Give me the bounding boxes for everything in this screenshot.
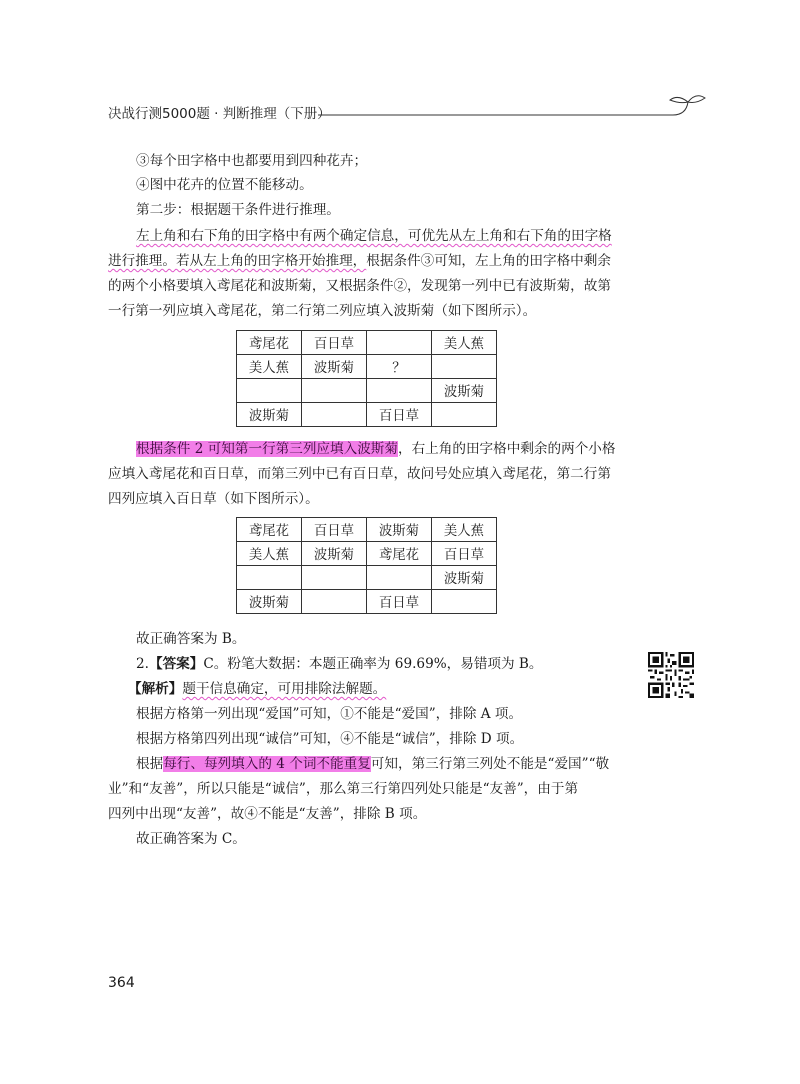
answer-b-line: 故正确答案为 B。 [136,631,246,647]
page-number: 364 [108,975,135,991]
table-row [237,403,497,427]
table-cell [432,355,497,379]
paragraph-condition-2-line-1: 根据条件 2 可知第一行第三列应填入波斯菊，右上角的田字格中剩余的两个小格 [136,441,616,457]
table-cell: 波斯菊 [367,518,432,542]
paragraph-rule-line-3: 四列中出现“友善”，故④不能是“友善”，排除 B 项。 [108,806,427,822]
analysis-line [128,680,386,698]
table-cell: 美人蕉 [432,331,497,355]
table-cell [432,590,497,614]
table-cell: 百日草 [367,403,432,427]
table-row [237,379,497,403]
table-cell [367,566,432,590]
table-cell: 波斯菊 [302,542,367,566]
table-cell: 鸢尾花 [237,518,302,542]
table-cell [237,379,302,403]
table-cell: 百日草 [302,331,367,355]
table-cell: 波斯菊 [237,403,302,427]
analysis-tag: 【解析】 [128,681,183,697]
table-cell [302,379,367,403]
underlined-text: 题干信息确定，可用排除法解题。 [182,681,387,697]
underlined-text: 进行推理。若从左上角的田字格开始推理， [108,253,367,269]
table-row [237,542,497,566]
table-row [237,331,497,355]
paragraph-column-1: 根据方格第一列出现“爱国”可知，①不能是“爱国”，排除 A 项。 [136,706,523,722]
table-cell [432,403,497,427]
answer-c-line: 故正确答案为 C。 [136,831,246,847]
table-cell: 波斯菊 [432,379,497,403]
table-cell: ？ [367,355,432,379]
grid-table-1 [236,330,497,427]
table-row [237,566,497,590]
grid-table-2 [236,517,497,614]
book-title: 决战行测5000题 · 判断推理（下册） [108,106,331,122]
paragraph-condition-2-line-3: 四列应填入百日草（如下图所示）。 [108,491,319,507]
table-cell: 百日草 [302,518,367,542]
table-cell: 波斯菊 [432,566,497,590]
paragraph-step-2: 第二步：根据题干条件进行推理。 [136,202,340,218]
table-cell: 百日草 [367,590,432,614]
paragraph-reasoning-line-1 [136,227,612,245]
table-row [237,355,497,379]
paragraph-condition-2-line-2: 应填入鸢尾花和百日草，而第三列中已有百日草，故问号处应填入鸢尾花，第二行第 [108,466,611,482]
table-cell [237,566,302,590]
paragraph-condition-4: ④图中花卉的位置不能移动。 [136,177,313,193]
table-cell [302,590,367,614]
table-cell: 美人蕉 [237,355,302,379]
paragraph-reasoning-line-4: 一行第一列应填入鸢尾花，第二行第二列应填入波斯菊（如下图所示）。 [108,303,537,319]
highlighted-text: 每行、每列填入的 4 个词不能重复 [163,756,371,772]
table-cell: 美人蕉 [432,518,497,542]
paragraph-reasoning-line-2: 进行推理。若从左上角的田字格开始推理，根据条件③可知，左上角的田字格中剩余 [108,253,611,269]
underlined-text: 左上角和右下角的田字格中有两个确定信息，可优先从左上角和右下角的田字格 [136,228,612,244]
table-row [237,590,497,614]
highlighted-text: 根据条件 2 可知第一行第三列应填入波斯菊 [136,441,398,457]
table-cell: 鸢尾花 [237,331,302,355]
sprout-leaf-icon [108,104,708,134]
paragraph-condition-3: ③每个田字格中也都要用到四种花卉； [136,153,368,169]
table-cell: 美人蕉 [237,542,302,566]
running-header [108,104,708,134]
table-cell: 波斯菊 [237,590,302,614]
table-cell: 百日草 [432,542,497,566]
question-2-answer-line: 2.【答案】C。粉笔大数据：本题正确率为 69.69%，易错项为 B。 [136,656,543,672]
answer-tag: 【答案】 [148,656,204,672]
table-cell [302,403,367,427]
table-cell [367,379,432,403]
paragraph-column-4: 根据方格第四列出现“诚信”可知，④不能是“诚信”，排除 D 项。 [136,731,524,747]
table-cell: 鸢尾花 [367,542,432,566]
table-cell [367,331,432,355]
table-cell [302,566,367,590]
paragraph-reasoning-line-3: 的两个小格要填入鸢尾花和波斯菊，又根据条件②，发现第一列中已有波斯菊，故第 [108,278,611,294]
table-cell: 波斯菊 [302,355,367,379]
paragraph-rule-line-2: 业”和“友善”，所以只能是“诚信”，那么第三行第四列处只能是“友善”，由于第 [108,781,579,797]
qr-code-icon [648,652,694,698]
table-row [237,518,497,542]
paragraph-rule-line-1: 根据每行、每列填入的 4 个词不能重复可知，第三行第三列处不能是“爱国”“敬 [136,756,610,772]
